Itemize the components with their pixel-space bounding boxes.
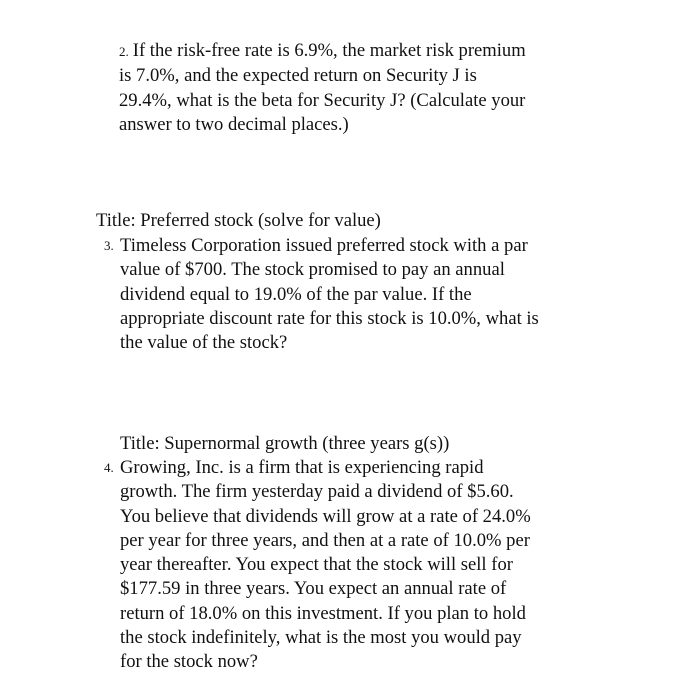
question-2-number: 2.: [119, 44, 129, 59]
question-4-line-8: the stock indefinitely, what is the most you would pay: [120, 627, 522, 649]
question-2-line-2: is 7.0%, and the expected return on Security J is: [119, 65, 477, 87]
question-4-line-2: growth. The firm yesterday paid a dividend of $5.60.: [120, 481, 514, 503]
question-2-line-3: 29.4%, what is the beta for Security J? (Calculate your: [119, 89, 526, 111]
question-4-line-5: year thereafter. You expect that the stock will sell for: [120, 554, 513, 576]
question-3-line-4: appropriate discount rate for this stock is 10.0%, what is: [120, 307, 539, 329]
question-4-line-7: return of 18.0% on this investment. If you plan to hold: [120, 602, 526, 624]
question-2: [119, 39, 526, 137]
question-4-line-1: Growing, Inc. is a firm that is experiencing rapid: [120, 457, 484, 478]
question-4-line-9: for the stock now?: [120, 651, 258, 673]
question-3-title: Title: Preferred stock (solve for value): [96, 210, 381, 231]
question-4-line-3: You believe that dividends will grow at a rate of 24.0%: [120, 505, 531, 527]
question-3-number: 3.: [104, 238, 114, 253]
question-4-line-4: per year for three years, and then at a rate of 10.0% per: [120, 529, 530, 551]
question-4-title: Title: Supernormal growth (three years g(s)): [120, 433, 450, 454]
question-4-number: 4.: [104, 460, 114, 475]
question-3-line-3: dividend equal to 19.0% of the par value. If the: [120, 283, 472, 305]
question-4-line-6: $177.59 in three years. You expect an annual rate of: [120, 578, 507, 600]
question-3: [120, 234, 539, 355]
question-2-line-1: 2. If the risk-free rate is 6.9%, the market risk premium: [119, 40, 526, 61]
question-4: [120, 456, 531, 675]
question-2-line-4: answer to two decimal places.): [119, 113, 349, 135]
question-3-line-5: the value of the stock?: [120, 332, 288, 354]
question-3-line-2: value of $700. The stock promised to pay an annual: [120, 259, 505, 281]
question-3-line-1: Timeless Corporation issued preferred stock with a par: [120, 235, 528, 256]
